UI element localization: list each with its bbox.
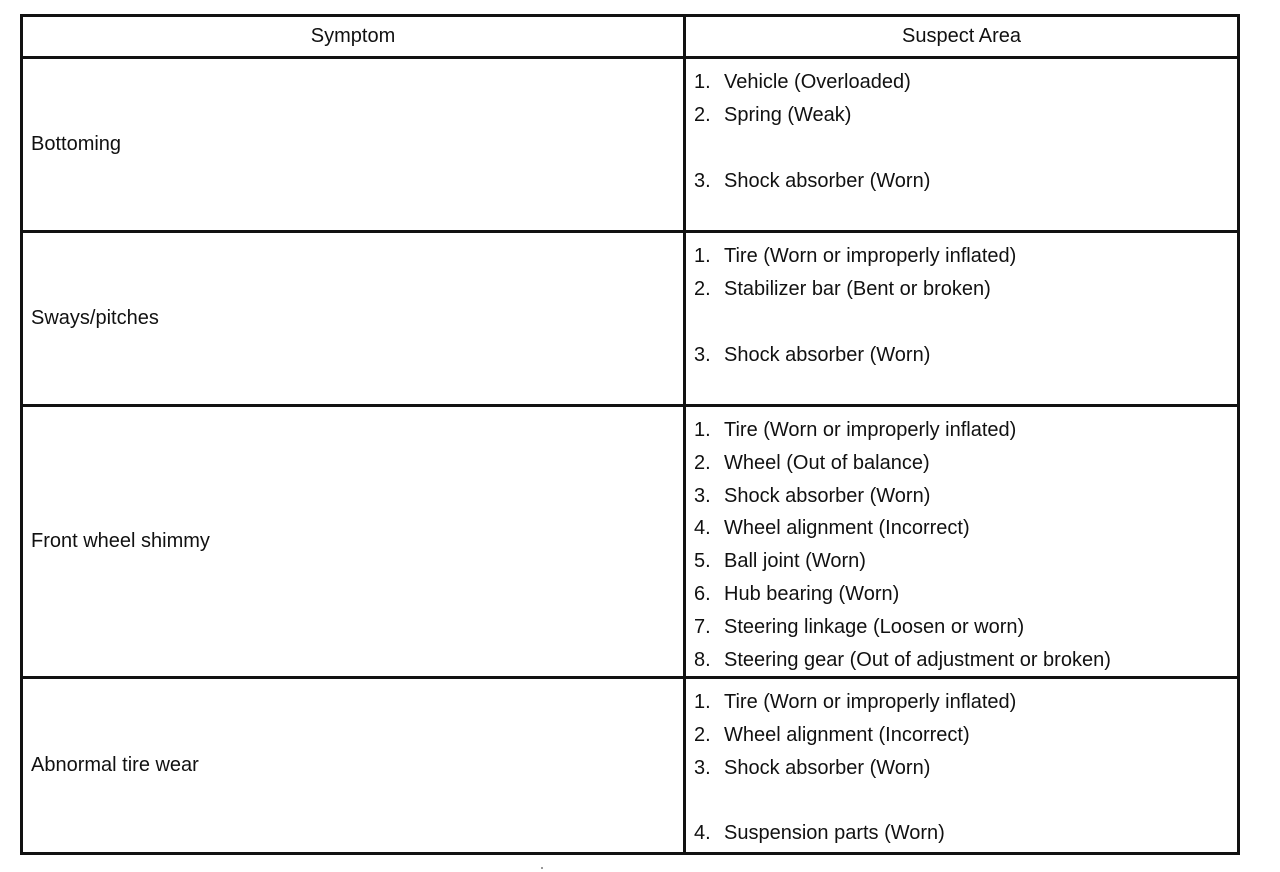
header-symptom: Symptom — [23, 17, 686, 56]
item-number: 1. — [694, 245, 711, 267]
table-header — [23, 17, 1237, 59]
suspect-area-cell — [686, 233, 1237, 404]
list-item — [694, 102, 851, 128]
item-text: Wheel (Out of balance) — [724, 452, 930, 474]
header-suspect-area: Suspect Area — [902, 25, 1021, 47]
item-number: 2. — [694, 278, 711, 300]
item-text: Spring (Weak) — [724, 104, 852, 126]
item-number: 7. — [694, 616, 711, 638]
item-text: Steering gear (Out of adjustment or broken) — [724, 649, 1111, 671]
list-item — [694, 276, 991, 302]
item-text: Vehicle (Overloaded) — [724, 71, 911, 93]
item-text: Suspension parts (Worn) — [724, 822, 945, 844]
list-item — [694, 243, 1016, 269]
list-item — [694, 342, 930, 368]
item-text: Hub bearing (Worn) — [724, 583, 900, 605]
table-row — [23, 233, 1237, 407]
item-number: 2. — [694, 104, 711, 126]
list-item — [694, 450, 930, 476]
table-row — [23, 59, 1237, 233]
list-item — [694, 614, 1024, 640]
item-number: 1. — [694, 691, 711, 713]
item-number: 4. — [694, 822, 711, 844]
item-text: Stabilizer bar (Bent or broken) — [724, 278, 991, 300]
item-text: Shock absorber (Worn) — [724, 344, 931, 366]
list-item — [694, 483, 930, 509]
item-number: 3. — [694, 344, 711, 366]
item-text: Wheel alignment (Incorrect) — [724, 517, 970, 539]
list-item — [694, 548, 866, 574]
symptom-table — [20, 14, 1240, 855]
item-number: 4. — [694, 517, 711, 539]
suspect-area-cell — [686, 59, 1237, 230]
list-item — [694, 820, 945, 846]
item-number: 3. — [694, 485, 711, 507]
symptom-cell: Sways/pitches — [23, 233, 686, 404]
suspect-area-cell — [686, 679, 1237, 852]
symptom-cell: Front wheel shimmy — [23, 407, 686, 676]
list-item — [694, 69, 911, 95]
item-text: Ball joint (Worn) — [724, 550, 866, 572]
scan-speck — [541, 867, 543, 869]
item-text: Steering linkage (Loosen or worn) — [724, 616, 1025, 638]
item-text: Shock absorber (Worn) — [724, 485, 931, 507]
item-number: 5. — [694, 550, 711, 572]
list-item — [694, 168, 930, 194]
item-text: Shock absorber (Worn) — [724, 757, 931, 779]
list-item — [694, 689, 1016, 715]
symptom-cell: Abnormal tire wear — [23, 679, 686, 852]
item-number: 6. — [694, 583, 711, 605]
item-number: 2. — [694, 452, 711, 474]
item-number: 3. — [694, 757, 711, 779]
item-text: Shock absorber (Worn) — [724, 170, 931, 192]
item-number: 2. — [694, 724, 711, 746]
list-item — [694, 722, 970, 748]
list-item — [694, 647, 1111, 673]
item-number: 1. — [694, 71, 711, 93]
item-number: 8. — [694, 649, 711, 671]
list-item — [694, 755, 930, 781]
item-text: Tire (Worn or improperly inflated) — [724, 245, 1017, 267]
item-text: Tire (Worn or improperly inflated) — [724, 419, 1017, 441]
item-text: Tire (Worn or improperly inflated) — [724, 691, 1017, 713]
item-number: 1. — [694, 419, 711, 441]
item-text: Wheel alignment (Incorrect) — [724, 724, 970, 746]
list-item — [694, 417, 1016, 443]
list-item — [694, 515, 970, 541]
item-number: 3. — [694, 170, 711, 192]
suspect-area-cell — [686, 407, 1237, 676]
table-row — [23, 407, 1237, 679]
list-item — [694, 581, 899, 607]
symptom-cell: Bottoming — [23, 59, 686, 230]
table-row — [23, 679, 1237, 852]
